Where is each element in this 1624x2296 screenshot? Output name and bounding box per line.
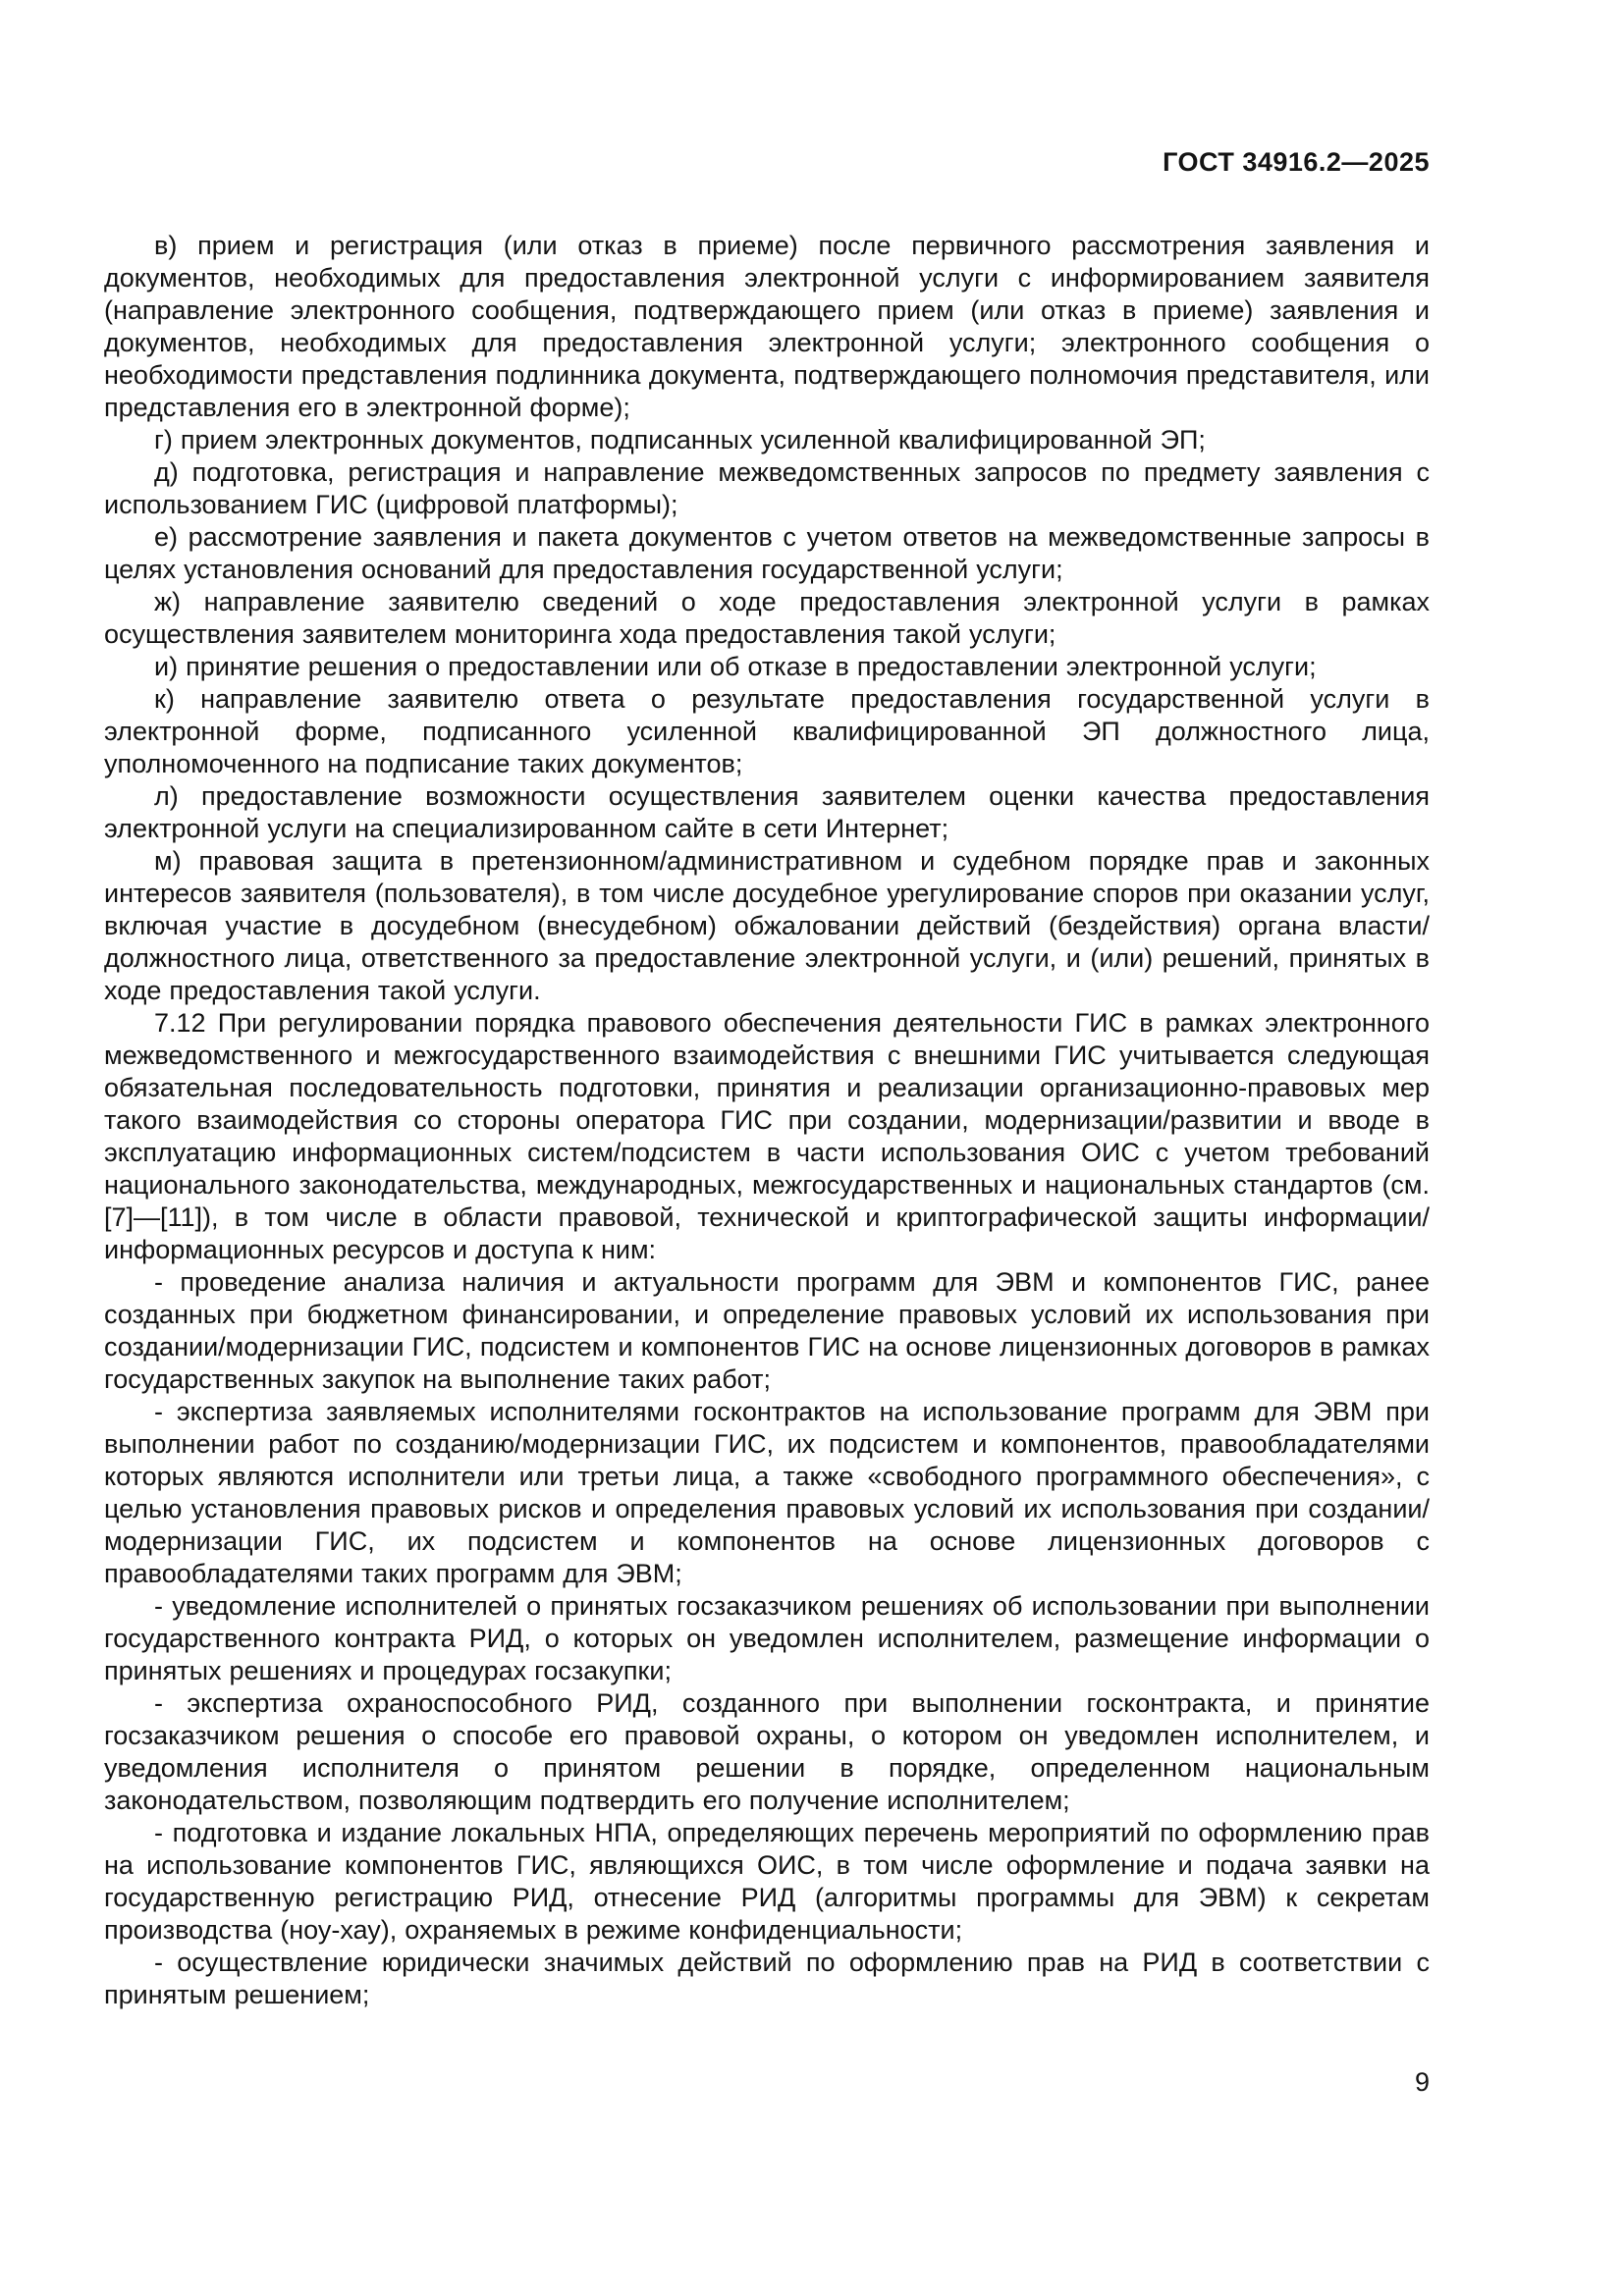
paragraph-list-item-l: л) предоставление возможности осуществления заявителем оценки качества предоставления электронной услуги на специализированном сайте в сети Интернет; xyxy=(104,781,1430,843)
document-body xyxy=(104,230,1430,2011)
paragraph-list-item-g: г) прием электронных документов, подписанных усиленной квалифицированной ЭП; xyxy=(154,425,1206,454)
page-number: 9 xyxy=(1414,2067,1430,2097)
paragraph-list-item-d: д) подготовка, регистрация и направление межведомственных запросов по предмету заявления с использованием ГИС (цифровой платформы); xyxy=(104,457,1430,519)
paragraph-clause-7-12: 7.12 При регулировании порядка правового обеспечения деятельности ГИС в рамках электронного межведомственного и межгосударственного взаимодействия с внешними ГИС учитывается следующая обязательная последовательность подготовки, принятия и реализации организационно-правовых мер такого взаимодействия со стороны оператора ГИС при создании, модернизации/развитии и вводе в эксплуатацию информационных систем/подсистем в части использования ОИС с учетом требований национального законодательства, международных, межгосударственных и национальных стандартов (см. [7]—[11]), в том числе в области правовой, технической и криптографической защиты информации/информационных ресурсов и доступа к ним: xyxy=(104,1008,1430,1264)
paragraph-dash-item-6: - осуществление юридически значимых действий по оформлению прав на РИД в соответствии с принятым решением; xyxy=(104,1948,1430,2009)
paragraph-list-item-k: к) направление заявителю ответа о результате предоставления государственной услуги в электронной форме, подписанного усиленной квалифицированной ЭП должностного лица, уполномоченного на подписание таких документов; xyxy=(104,684,1430,778)
paragraph-list-item-zh: ж) направление заявителю сведений о ходе предоставления электронной услуги в рамках осуществления заявителем мониторинга хода предоставления такой услуги; xyxy=(104,587,1430,649)
paragraph-list-item-e: е) рассмотрение заявления и пакета документов с учетом ответов на межведомственные запросы в целях установления оснований для предоставления государственной услуги; xyxy=(104,522,1430,584)
paragraph-list-item-v: в) прием и регистрация (или отказ в приеме) после первичного рассмотрения заявления и документов, необходимых для предоставления электронной услуги с информированием заявителя (направление электронного сообщения, подтверждающего прием (или отказ в приеме) заявления и документов, необходимых для предоставления электронной услуги; электронного сообщения о необходимости представления подлинника документа, подтверждающего полномочия представителя, или представления его в электронной форме); xyxy=(104,231,1430,422)
paragraph-dash-item-1: - проведение анализа наличия и актуальности программ для ЭВМ и компонентов ГИС, ранее созданных при бюджетном финансировании, и определение правовых условий их использования при создании/модернизации ГИС, подсистем и компонентов ГИС на основе лицензионных договоров в рамках государственных закупок на выполнение таких работ; xyxy=(104,1267,1430,1394)
paragraph-list-item-i: и) принятие решения о предоставлении или об отказе в предоставлении электронной услуги; xyxy=(154,652,1317,681)
paragraph-dash-item-3: - уведомление исполнителей о принятых госзаказчиком решениях об использовании при выполнении государственного контракта РИД, о которых он уведомлен исполнителем, размещение информации о принятых решениях и процедурах госзакупки; xyxy=(104,1591,1430,1685)
paragraph-dash-item-5: - подготовка и издание локальных НПА, определяющих перечень мероприятий по оформлению прав на использование компонентов ГИС, являющихся ОИС, в том числе оформление и подача заявки на государственную регистрацию РИД, отнесение РИД (алгоритмы программы для ЭВМ) к секретам производства (ноу-хау), охраняемых в режиме конфиденциальности; xyxy=(104,1818,1430,1945)
document-header: ГОСТ 34916.2—2025 xyxy=(1163,147,1430,177)
paragraph-dash-item-4: - экспертиза охраноспособного РИД, созданного при выполнении госконтракта, и принятие госзаказчиком решения о способе его правовой охраны, о котором он уведомлен исполнителем, и уведомления исполнителя о принятом решении в порядке, определенном национальным законодательством, позволяющим подтвердить его получение исполнителем; xyxy=(104,1688,1430,1815)
paragraph-list-item-m: м) правовая защита в претензионном/административном и судебном порядке прав и законных интересов заявителя (пользователя), в том числе досудебное урегулирование споров при оказании услуг, включая участие в досудебном (внесудебном) обжаловании действий (бездействия) органа власти/должностного лица, ответственного за предоставление электронной услуги, и (или) решений, принятых в ходе предоставления такой услуги. xyxy=(104,846,1430,1005)
paragraph-dash-item-2: - экспертиза заявляемых исполнителями госконтрактов на использование программ для ЭВМ при выполнении работ по созданию/модернизации ГИС, их подсистем и компонентов, правообладателями которых являются исполнители или третьи лица, а также «свободного программного обеспечения», с целью установления правовых рисков и определения правовых условий их использования при создании/модернизации ГИС, их подсистем и компонентов на основе лицензионных договоров с правообладателями таких программ для ЭВМ; xyxy=(104,1397,1430,1588)
